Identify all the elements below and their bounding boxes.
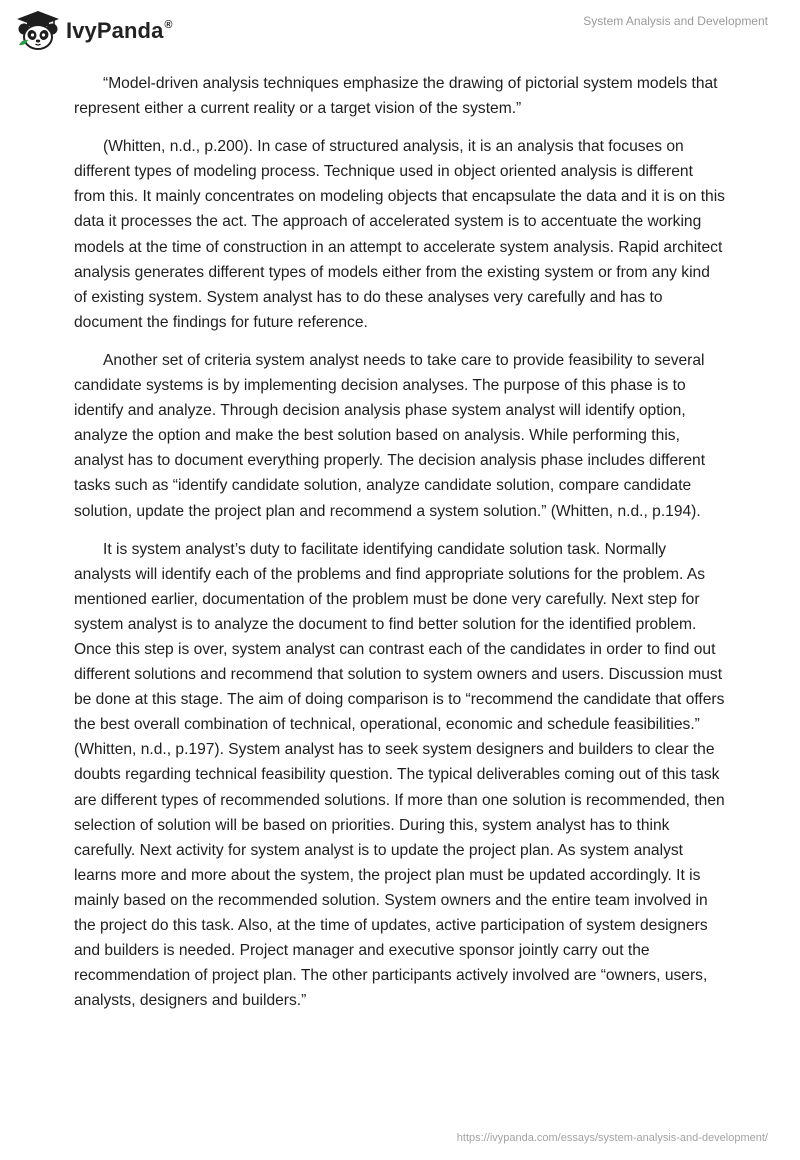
paragraph: (Whitten, n.d., p.200). In case of structured analysis, it is an analysis that focuses on different types of modeling process. Technique used in object oriented analysis is different from this. It mainly concentrates on modeling objects that encapsulate the data and it is on this data it processes the act. The approach of accelerated system is to accentuate the working models at the time of construction in an attempt to accelerate system analysis. Rapid architect analysis generates different types of models either from the existing system or from any kind of existing system. System analyst has to do these analyses very carefully and has to document the findings for future reference.	[74, 138, 725, 331]
essay-body	[74, 71, 726, 1026]
page-header	[0, 0, 800, 60]
paragraph: Another set of criteria system analyst needs to take care to provide feasibility to several candidate systems is by implementing decision analyses. The purpose of this phase is to identify and analyze. Through decision analysis phase system analyst will identify option, analyze the option and make the best solution based on analysis. While performing this, analyst has to document everything properly. The decision analysis phase includes different tasks such as “identify candidate solution, analyze candidate solution, compare candidate solution, update the project plan and recommend a system solution.” (Whitten, n.d., p.194).	[74, 351, 706, 520]
document-title: System Analysis and Development	[583, 14, 768, 28]
ivypanda-logo[interactable]	[16, 9, 173, 51]
paragraph: It is system analyst’s duty to facilitate identifying candidate solution task. Normally analysts will identify each of the problems and find appropriate solutions for the problem. As mentioned earlier, documentation of the problem must be done very carefully. Next step for system analyst is to analyze the document to find better solution for the identified problem. Once this step is over, system analyst can contrast each of the candidates in order to find out different solutions and recommend that solution to system owners and users. Discussion must be done at this stage. The aim of doing comparison is to “recommend the candidate that offers the best overall combination of technical, operational, economic and schedule feasibilities.” (Whitten, n.d., p.197). System analyst has to seek system designers and builders to clear the doubts regarding technical feasibility question. The typical deliverables coming out of this task are different types of recommended solutions. If more than one solution is recommended, then selection of solution will be based on priorities. During this, system analyst has to think carefully. Next activity for system analyst is to update the project plan. As system analyst learns more and more about the system, the project plan must be updated accordingly. It is mainly based on the recommended solution. System owners and the entire team involved in the project do this task. Also, at the time of updates, active participation of system designers and builders is needed. Project manager and executive sponsor jointly carry out the recommendation of project plan. The other participants actively involved are “owners, users, analysts, designers and builders.”	[74, 540, 725, 1010]
paragraph: “Model-driven analysis techniques emphasize the drawing of pictorial system models that represent either a current reality or a target vision of the system.”	[74, 75, 718, 118]
registered-mark: ®	[164, 18, 173, 31]
panda-graduate-logo-icon	[16, 9, 60, 51]
brand-name: IvyPanda®	[66, 18, 173, 43]
source-url-link[interactable]: https://ivypanda.com/essays/system-analysis-and-development/	[456, 1132, 768, 1144]
